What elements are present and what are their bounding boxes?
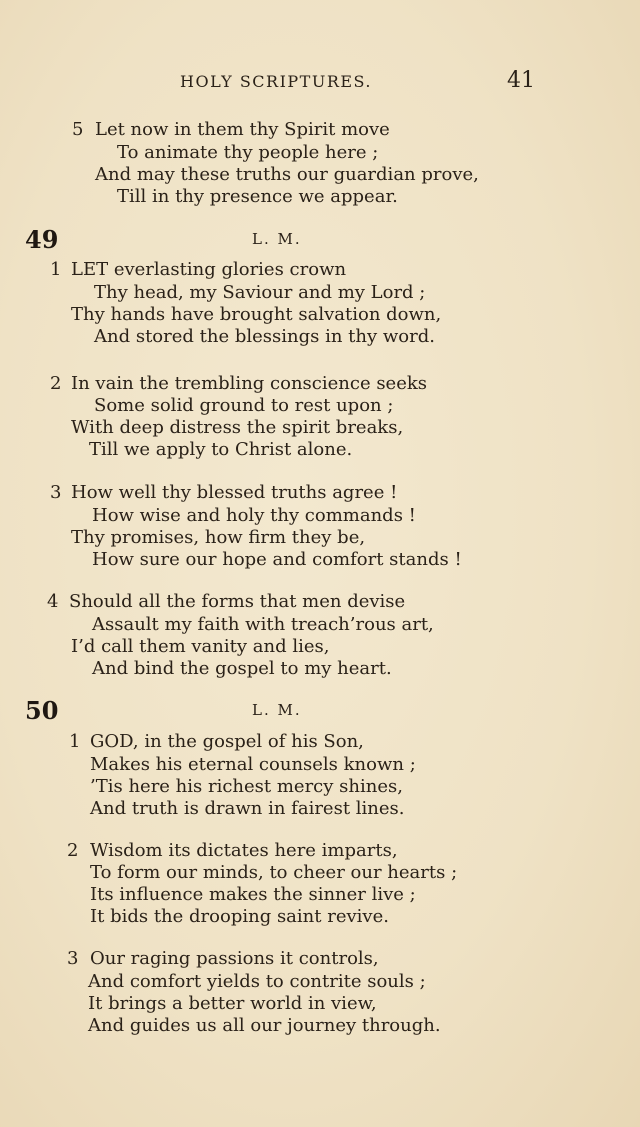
verse-line: And bind the gospel to my heart. — [92, 658, 392, 679]
page-number: 41 — [507, 68, 535, 93]
verse-line: Thy head, my Saviour and my Lord ; — [94, 282, 426, 303]
hymn-meter: L. M. — [252, 230, 302, 248]
verse-line: Its influence makes the sinner live ; — [90, 884, 416, 905]
hymn-number: 50 — [25, 696, 59, 725]
hymn-meter: L. M. — [252, 701, 302, 719]
verse-number: 4 — [47, 591, 59, 612]
verse-number: 1 — [50, 259, 62, 280]
verse-line: And comfort yields to contrite souls ; — [88, 971, 426, 992]
verse-line: In vain the trembling conscience seeks — [71, 373, 428, 394]
hymn-number: 49 — [25, 225, 59, 254]
verse-line: How well thy blessed truths agree ! — [71, 482, 398, 503]
verse-line: It bids the drooping saint revive. — [90, 906, 389, 927]
verse-line: To form our minds, to cheer our hearts ; — [90, 862, 458, 883]
verse-line: GOD, in the gospel of his Son, — [90, 731, 364, 752]
verse-line: To animate thy people here ; — [117, 142, 379, 163]
verse-line: How sure our hope and comfort stands ! — [92, 549, 462, 570]
verse-line: Assault my faith with treach’rous art, — [92, 614, 434, 635]
verse-line: How wise and holy thy commands ! — [92, 505, 416, 526]
verse-line: Makes his eternal counsels known ; — [90, 754, 416, 775]
verse-line: And stored the blessings in thy word. — [94, 326, 435, 347]
verse-line: Wisdom its dictates here imparts, — [90, 840, 398, 861]
verse-line: Thy hands have brought salvation down, — [71, 304, 442, 325]
verse-line: Should all the forms that men devise — [69, 591, 406, 612]
verse-line: Some solid ground to rest upon ; — [94, 395, 394, 416]
verse-line: With deep distress the spirit breaks, — [71, 417, 404, 438]
verse-line: ’Tis here his richest mercy shines, — [90, 776, 403, 797]
verse-line: I’d call them vanity and lies, — [71, 636, 330, 657]
verse-line: Our raging passions it controls, — [90, 948, 379, 969]
verse-line: And guides us all our journey through. — [88, 1015, 441, 1036]
verse-number: 2 — [67, 840, 79, 861]
verse-line: Till we apply to Christ alone. — [89, 439, 353, 460]
running-header: HOLY SCRIPTURES. — [180, 72, 373, 91]
verse-line: Let now in them thy Spirit move — [95, 119, 390, 140]
verse-line: LET everlasting glories crown — [71, 259, 347, 280]
verse-number: 2 — [50, 373, 62, 394]
verse-line: And truth is drawn in fairest lines. — [90, 798, 405, 819]
verse-number: 3 — [67, 948, 79, 969]
verse-number: 5 — [72, 119, 84, 140]
verse-line: It brings a better world in view, — [88, 993, 377, 1014]
verse-number: 3 — [50, 482, 62, 503]
verse-number: 1 — [69, 731, 81, 752]
verse-line: Thy promises, how firm they be, — [71, 527, 366, 548]
verse-line: And may these truths our guardian prove, — [95, 164, 479, 185]
verse-line: Till in thy presence we appear. — [117, 186, 398, 207]
